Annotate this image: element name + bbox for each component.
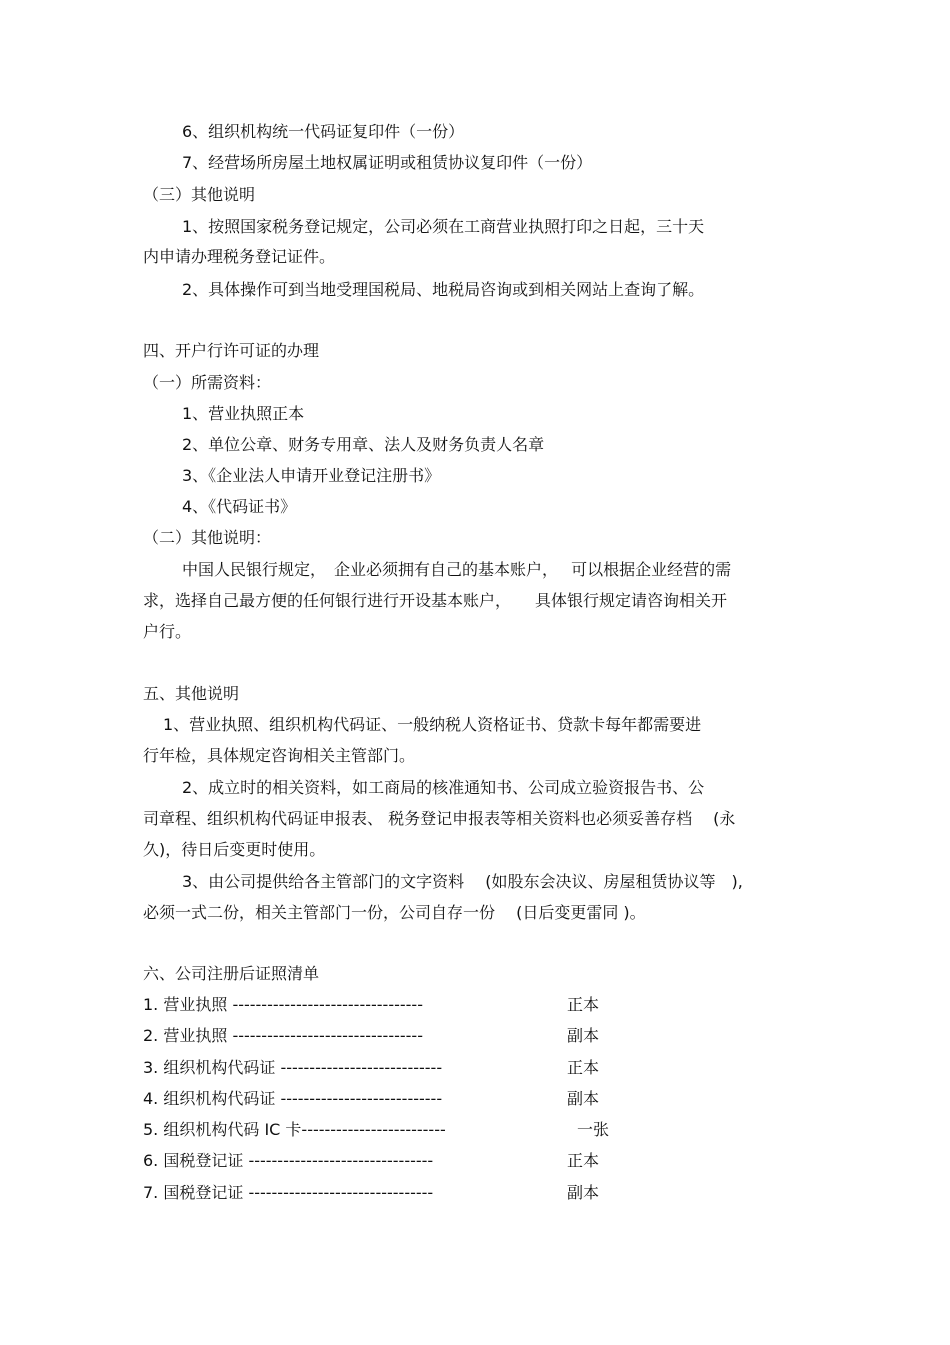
certificate-label: 3. 组织机构代码证 ---------------------------- [143,1058,443,1077]
item-org-code-copy: 6、组织机构统一代码证复印件（一份） [182,122,465,141]
certificate-label: 1. 营业执照 --------------------------------- [143,995,423,1014]
material-item-1: 1、营业执照正本 [182,404,305,423]
paragraph-founding-docs-3: 久)，待日后变更时使用。 [143,840,326,859]
paragraph-copies-1: 3、由公司提供给各主管部门的文字资料 (如股东会决议、房屋租赁协议等 ), [182,872,743,891]
certificate-row [143,1057,663,1079]
certificate-count: 副本 [567,1026,600,1045]
certificate-row [143,1025,663,1047]
certificate-row [143,1088,663,1110]
certificate-label: 5. 组织机构代码 IC 卡------------------------- [143,1120,446,1139]
paragraph-annual-check-2: 行年检，具体规定咨询相关主管部门。 [143,746,416,765]
material-item-3: 3、《企业法人申请开业登记注册书》 [182,466,441,485]
certificate-count: 正本 [567,1058,600,1077]
subheading-required-materials: （一）所需资料： [143,373,272,392]
material-item-4: 4、《代码证书》 [182,497,297,516]
paragraph-copies-2: 必须一式二份，相关主管部门一份，公司自存一份 (日后变更雷同 )。 [143,903,646,922]
paragraph-founding-docs-2: 司章程、组织机构代码证申报表、 税务登记申报表等相关资料也必须妥善存档 (永 [143,809,736,828]
certificate-label: 2. 营业执照 --------------------------------- [143,1026,423,1045]
certificate-label: 7. 国税登记证 -------------------------------- [143,1183,434,1202]
certificate-count: 副本 [567,1089,600,1108]
certificate-count: 副本 [567,1183,600,1202]
paragraph-founding-docs-1: 2、成立时的相关资料，如工商局的核准通知书、公司成立验资报告书、公 [182,778,705,797]
subheading-other-notes-3: （三）其他说明 [143,185,256,204]
certificate-count: 正本 [567,995,600,1014]
section-heading-4: 四、开户行许可证的办理 [143,341,320,360]
section-heading-6: 六、公司注册后证照清单 [143,964,320,983]
paragraph-tax-registration-2: 2、具体操作可到当地受理国税局、地税局咨询或到相关网站上查询了解。 [182,280,705,299]
paragraph-bank-3: 户行。 [143,622,192,641]
material-item-2: 2、单位公章、财务专用章、法人及财务负责人名章 [182,435,545,454]
certificate-count: 正本 [567,1151,600,1170]
certificate-row [143,1182,663,1204]
section-heading-5: 五、其他说明 [143,684,240,703]
certificate-row [143,994,663,1016]
paragraph-tax-registration-1-cont: 内申请办理税务登记证件。 [143,247,336,266]
paragraph-bank-2: 求，选择自己最方便的任何银行进行开设基本账户， 具体银行规定请咨询相关开 [143,591,728,610]
certificate-label: 4. 组织机构代码证 ---------------------------- [143,1089,443,1108]
certificate-row [143,1150,663,1172]
item-premises-proof: 7、经营场所房屋土地权属证明或租赁协议复印件（一份） [182,153,593,172]
paragraph-bank-1: 中国人民银行规定， 企业必须拥有自己的基本账户， 可以根据企业经营的需 [182,560,732,579]
paragraph-tax-registration-1: 1、按照国家税务登记规定，公司必须在工商营业执照打印之日起，三十天 [182,217,705,236]
certificate-count: 一张 [577,1120,610,1139]
subheading-other-notes-2: （二）其他说明： [143,528,272,547]
certificate-row [143,1119,663,1141]
certificate-label: 6. 国税登记证 -------------------------------- [143,1151,434,1170]
paragraph-annual-check-1: 1、营业执照、组织机构代码证、一般纳税人资格证书、贷款卡每年都需要进 [163,715,702,734]
